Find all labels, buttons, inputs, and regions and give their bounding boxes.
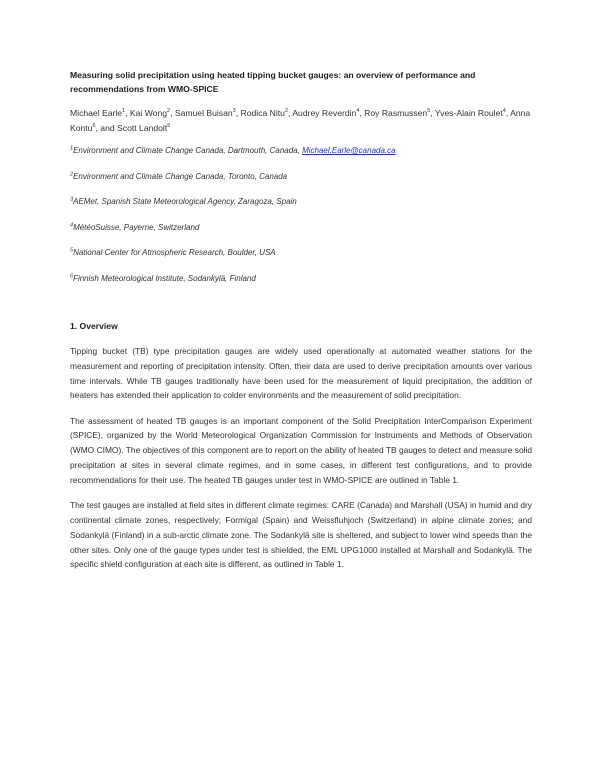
affiliation-text: Finnish Meteorological Institute, Sodankylä, Finland <box>73 273 256 283</box>
affiliation-text: AEMet, Spanish State Meteorological Agency, Zaragoza, Spain <box>73 197 297 207</box>
affiliation <box>70 273 532 284</box>
body-paragraph: The test gauges are installed at field sites in different climate regimes: CARE (Canada) and Marshall (USA) in humid and dry continental climate zones, respectively; Formigal (Spain) and Weissfluhjoch (Switzerland) in alpine climate zones; and Sodankylä (Finland) in a sub-arctic climate zone. The Sodankylä site is sheltered, and subject to lower wind speeds than the other sites. Only one of the gauge types under test is shielded, the EML UPG1000 installed at Marshall and Sodankylä. The specific shield configuration at each site is different, as outlined in Table 1. <box>70 500 532 570</box>
affiliation-text: MétéoSuisse, Payerne, Switzerland <box>73 222 200 232</box>
affiliation <box>70 145 532 156</box>
affiliation-mark: 4 <box>70 222 74 229</box>
author-name: Roy Rasmussen <box>364 108 428 118</box>
page-content <box>70 68 532 583</box>
affiliation <box>70 222 532 233</box>
author-name: Rodica Nitu <box>240 108 285 118</box>
author-email-link[interactable]: Michael.Earle@canada.ca <box>302 146 396 155</box>
author-list <box>70 106 532 135</box>
section-heading: 1. Overview <box>70 320 118 331</box>
author-affiliation-mark: 4 <box>502 108 506 115</box>
affiliation-mark: 5 <box>70 247 74 254</box>
author-affiliation-mark: 5 <box>167 122 171 129</box>
author-affiliation-mark: 1 <box>122 108 126 115</box>
author-separator: , <box>288 108 293 118</box>
author-separator: , <box>505 108 511 118</box>
author-affiliation-mark: 4 <box>356 108 360 115</box>
affiliation-mark: 2 <box>70 170 74 177</box>
body-paragraph: Tipping bucket (TB) type precipitation gauges are widely used operationally at automated weather stations for the measurement and reporting of precipitation intensity. Often, their data are used to derive precipitation amounts over various time intervals. While TB gauges traditionally have been used for the measurement of liquid precipitation, the addition of heaters has extended their application to colder environments and the measurement of solid precipitation. <box>70 345 532 401</box>
author-affiliation-mark: 3 <box>232 108 236 115</box>
author-name: Audrey Reverdin <box>292 108 357 118</box>
affiliation <box>70 196 532 207</box>
author-separator: , <box>430 108 435 118</box>
author-name: Scott Landolt <box>117 122 168 133</box>
author-name: Yves-Alain Roulet <box>434 108 503 118</box>
author-separator: , and <box>95 122 118 133</box>
author-affiliation-mark: 2 <box>284 108 288 115</box>
affiliation-mark: 3 <box>70 196 74 203</box>
author-name: Samuel Buisan <box>174 108 233 118</box>
paper-title: Measuring solid precipitation using heated tipping bucket gauges: an overview of performance and recommendations from WMO-SPICE <box>70 70 476 94</box>
body-paragraph: The assessment of heated TB gauges is an important component of the Solid Precipitation InterComparison Experiment (SPICE), organized by the World Meteorological Organization Commission for Instruments and Methods of Observation (WMO CIMO). The objectives of this component are to report on the ability of heated TB gauges to detect and measure solid precipitation at sites in several climate regimes, and in some cases, in different test configurations, and to provide recommendations for their use. The heated TB gauges under test in WMO-SPICE are outlined in Table 1. <box>70 415 532 485</box>
affiliation <box>70 247 532 258</box>
author-name: Michael Earle <box>70 108 123 118</box>
affiliation-text: National Center for Atmospheric Research, Boulder, USA <box>73 248 276 258</box>
author-affiliation-mark: 2 <box>167 108 171 115</box>
author-separator: , <box>235 108 241 118</box>
affiliation-mark: 6 <box>70 273 74 280</box>
affiliation <box>70 171 532 182</box>
author-name: Anna Kontu <box>70 108 531 133</box>
author-name: Kai Wong <box>129 108 168 118</box>
affiliation-text: Environment and Climate Change Canada, Dartmouth, Canada, <box>73 146 303 155</box>
author-separator: , <box>359 108 365 118</box>
author-separator: , <box>170 108 175 118</box>
affiliation-text: Environment and Climate Change Canada, Toronto, Canada <box>73 171 288 181</box>
affiliation-mark: 1 <box>70 145 74 152</box>
author-affiliation-mark: 6 <box>92 122 96 129</box>
author-affiliation-mark: 5 <box>427 108 431 115</box>
author-separator: , <box>125 108 130 118</box>
